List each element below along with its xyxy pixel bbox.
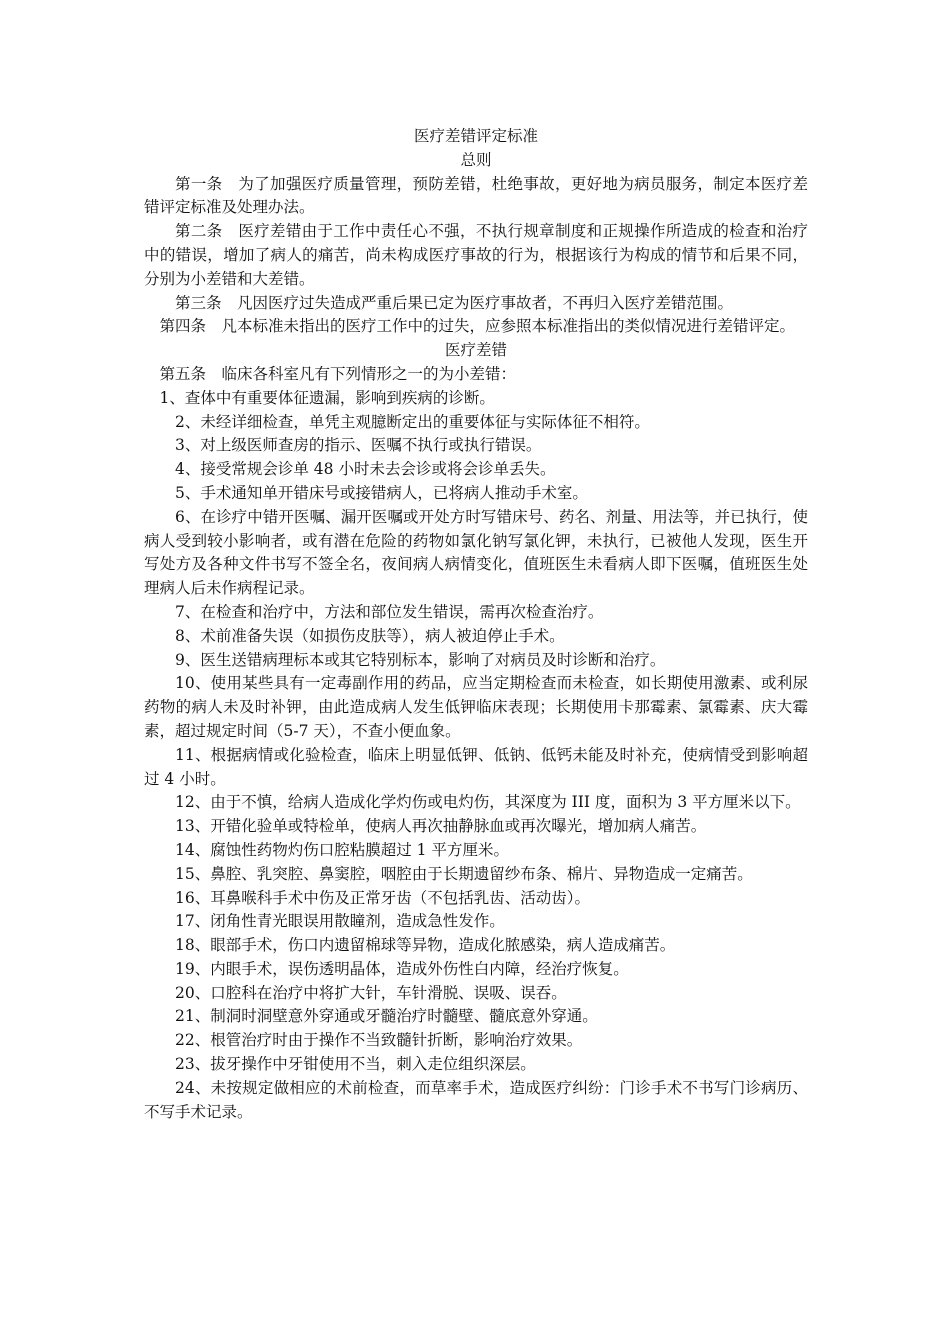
list-item: 20、口腔科在治疗中将扩大针，车针滑脱、误吸、误吞。	[175, 983, 567, 1002]
list-item: 22、根管治疗时由于操作不当致髓针折断，影响治疗效果。	[175, 1031, 583, 1050]
document-page	[144, 125, 808, 1124]
list-item: 5、手术通知单开错床号或接错病人，已将病人推动手术室。	[175, 483, 588, 502]
list-item: 6、在诊疗中错开医嘱、漏开医嘱或开处方时写错床号、药名、剂量、用法等，并已执行，使病人受到较小影响者，或有潜在危险的药物如氯化钠写氯化钾，未执行，已被他人发现，医生开写处方及各种文件书写不签全名，夜间病人病情变化，值班医生未看病人即下医嘱，值班医生处理病人后未作病程记录。	[144, 507, 808, 598]
list-item: 10、使用某些具有一定毒副作用的药品，应当定期检查而未检查，如长期使用激素、或利尿药物的病人未及时补钾，由此造成病人发生低钾临床表现；长期使用卡那霉素、氯霉素、庆大霉素，超过规定时间（5-7 天），不查小便血象。	[144, 674, 808, 740]
list-item: 4、接受常规会诊单 48 小时未去会诊或将会诊单丢失。	[175, 460, 556, 479]
list-item: 23、拔牙操作中牙钳使用不当，刺入走位组织深层。	[175, 1055, 536, 1074]
list-item: 7、在检查和治疗中，方法和部位发生错误，需再次检查治疗。	[175, 602, 604, 621]
article-5: 第五条 临床各科室凡有下列情形之一的为小差错：	[159, 364, 517, 383]
list-item: 1、查体中有重要体征遗漏，影响到疾病的诊断。	[159, 388, 495, 407]
list-item: 12、由于不慎，给病人造成化学灼伤或电灼伤，其深度为 III 度，面积为 3 平方厘米以下。	[175, 793, 801, 812]
list-item: 18、眼部手术，伤口内遗留棉球等异物，造成化脓感染，病人造成痛苦。	[175, 936, 676, 955]
article-4: 第四条 凡本标准未指出的医疗工作中的过失，应参照本标准指出的类似情况进行差错评定。	[159, 317, 796, 336]
list-item: 11、根据病情或化验检查，临床上明显低钾、低钠、低钙未能及时补充，使病情受到影响超过 4 小时。	[144, 745, 808, 788]
list-item: 9、医生送错病理标本或其它特别标本，影响了对病员及时诊断和治疗。	[175, 650, 666, 669]
list-item: 15、鼻腔、乳突腔、鼻窦腔，咽腔由于长期遗留纱布条、棉片、异物造成一定痛苦。	[175, 864, 753, 883]
list-item: 8、术前准备失误（如损伤皮肤等），病人被迫停止手术。	[175, 626, 565, 645]
list-item: 16、耳鼻喉科手术中伤及正常牙齿（不包括乳齿、活动齿）。	[175, 888, 590, 907]
article-1: 第一条 为了加强医疗质量管理，预防差错，杜绝事故，更好地为病员服务，制定本医疗差错评定标准及处理办法。	[144, 174, 808, 217]
list-item: 21、制洞时洞壁意外穿通或牙髓治疗时髓壁、髓底意外穿通。	[175, 1007, 598, 1026]
list-item: 14、腐蚀性药物灼伤口腔粘膜超过 1 平方厘米。	[175, 840, 509, 859]
list-item: 2、未经详细检查，单凭主观臆断定出的重要体征与实际体征不相符。	[175, 412, 650, 431]
section-heading-errors: 医疗差错	[444, 341, 507, 360]
list-item: 17、闭角性青光眼误用散瞳剂，造成急性发作。	[175, 912, 505, 931]
list-item: 24、未按规定做相应的术前检查，而草率手术，造成医疗纠纷：门诊手术不书写门诊病历、不写手术记录。	[144, 1078, 808, 1121]
list-item: 19、内眼手术，误伤透明晶体，造成外伤性白内障，经治疗恢复。	[175, 959, 629, 978]
list-item: 3、对上级医师查房的指示、医嘱不执行或执行错误。	[175, 436, 542, 455]
article-2: 第二条 医疗差错由于工作中责任心不强，不执行规章制度和正规操作所造成的检查和治疗中的错误，增加了病人的痛苦，尚未构成医疗事故的行为，根据该行为构成的情节和后果不同，分别为小差错和大差错。	[144, 222, 808, 288]
article-3: 第三条 凡因医疗过失造成严重后果已定为医疗事故者，不再归入医疗差错范围。	[175, 293, 734, 312]
document-title: 医疗差错评定标准	[413, 127, 538, 145]
list-item: 13、开错化验单或特检单，使病人再次抽静脉血或再次曝光，增加病人痛苦。	[175, 817, 707, 836]
section-heading-general: 总则	[460, 150, 492, 169]
